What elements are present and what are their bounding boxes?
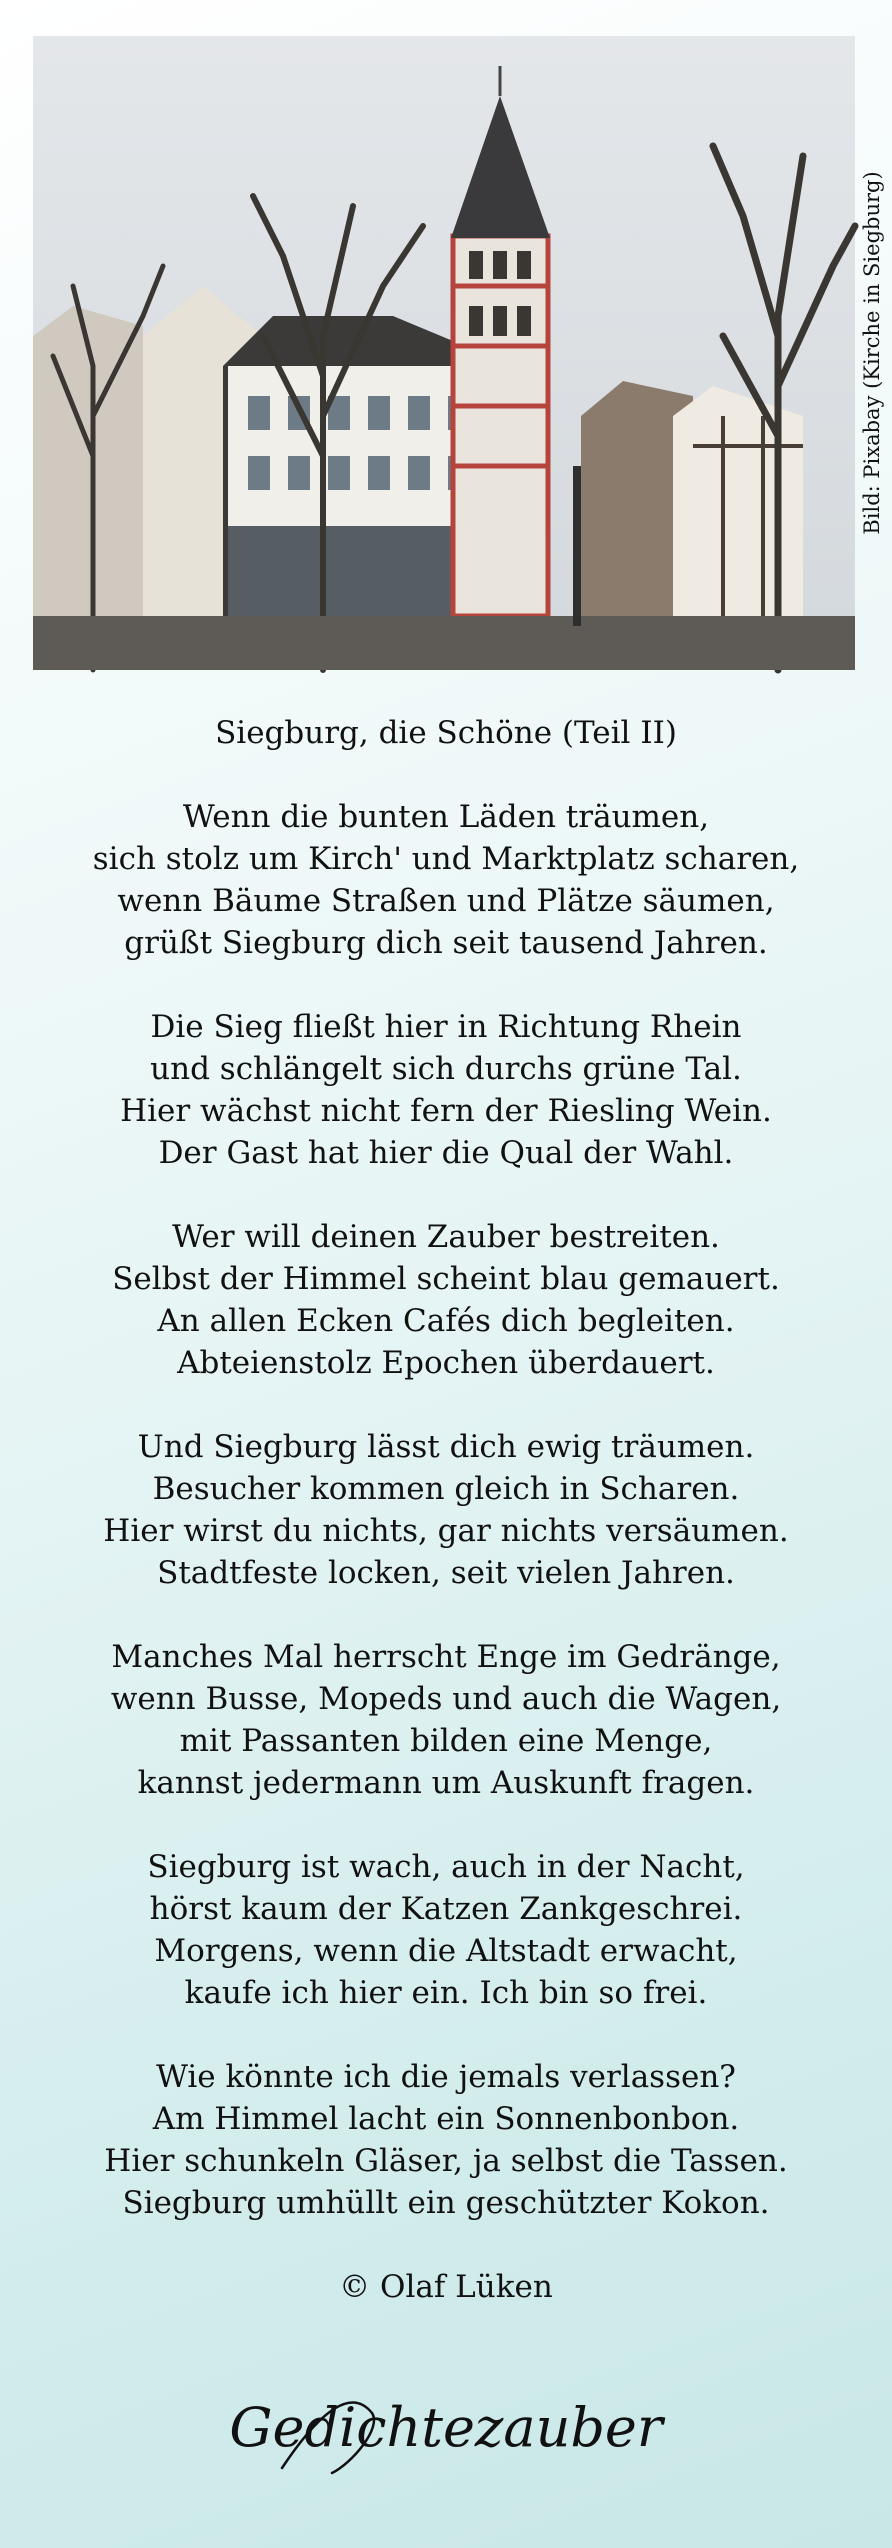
poem-line: Und Siegburg lässt dich ewig träumen.	[137, 1429, 755, 1465]
poem-line: hörst kaum der Katzen Zankgeschrei.	[149, 1891, 743, 1927]
poem-line: Wie könnte ich die jemals verlassen?	[156, 2059, 736, 2095]
copyright-notice: © Olaf Lüken	[339, 2269, 553, 2305]
poem-line: Siegburg umhüllt ein geschützter Kokon.	[122, 2185, 770, 2221]
poem-line: sich stolz um Kirch' und Marktplatz scharen,	[92, 841, 800, 877]
poem-line: grüßt Siegburg dich seit tausend Jahren.	[124, 925, 768, 961]
poem-line: Stadtfeste locken, seit vielen Jahren.	[157, 1555, 735, 1591]
poem-line: Manches Mal herrscht Enge im Gedränge,	[111, 1639, 781, 1675]
church-illustration	[33, 36, 855, 670]
poem	[0, 712, 892, 2308]
poem-line: Besucher kommen gleich in Scharen.	[152, 1471, 740, 1507]
stanza-4	[0, 1426, 892, 1594]
poem-line: Abteienstolz Epochen überdauert.	[177, 1345, 715, 1381]
signature-script	[229, 2368, 663, 2488]
poem-line: Wer will deinen Zauber bestreiten.	[172, 1219, 720, 1255]
photo-credit: Bild: Pixabay (Kirche in Siegburg)	[860, 171, 884, 535]
poem-line: Selbst der Himmel scheint blau gemauert.	[112, 1261, 780, 1297]
poem-line: mit Passanten bilden eine Menge,	[179, 1723, 713, 1759]
poem-line: Siegburg ist wach, auch in der Nacht,	[147, 1849, 745, 1885]
poem-line: Hier wächst nicht fern der Riesling Wein.	[120, 1093, 772, 1129]
stanza-7	[0, 2056, 892, 2224]
poem-line: Morgens, wenn die Altstadt erwacht,	[154, 1933, 738, 1969]
poem-line: Die Sieg fließt hier in Richtung Rhein	[150, 1009, 742, 1045]
poem-line: Am Himmel lacht ein Sonnenbonbon.	[152, 2101, 740, 2137]
stanza-5	[0, 1636, 892, 1804]
poem-line: Wenn die bunten Läden träumen,	[182, 799, 710, 835]
poem-line: wenn Busse, Mopeds und auch die Wagen,	[110, 1681, 782, 1717]
church-photo	[33, 36, 855, 670]
poem-line: An allen Ecken Cafés dich begleiten.	[157, 1303, 735, 1339]
poem-line: Der Gast hat hier die Qual der Wahl.	[158, 1135, 734, 1171]
signature-logo	[229, 2368, 663, 2488]
stanza-1	[0, 796, 892, 964]
stanza-3	[0, 1216, 892, 1384]
stanza-2	[0, 1006, 892, 1174]
poem-line: kannst jedermann um Auskunft fragen.	[137, 1765, 755, 1801]
poem-line: Hier schunkeln Gläser, ja selbst die Tassen.	[104, 2143, 788, 2179]
poem-line: Hier wirst du nichts, gar nichts versäumen.	[103, 1513, 789, 1549]
poem-line: kaufe ich hier ein. Ich bin so frei.	[184, 1975, 708, 2011]
poem-title: Siegburg, die Schöne (Teil II)	[215, 715, 677, 751]
poem-line: wenn Bäume Straßen und Plätze säumen,	[117, 883, 775, 919]
signature-text: Gedichtezauber	[229, 2396, 663, 2459]
stanza-6	[0, 1846, 892, 2014]
poem-line: und schlängelt sich durchs grüne Tal.	[150, 1051, 742, 1087]
